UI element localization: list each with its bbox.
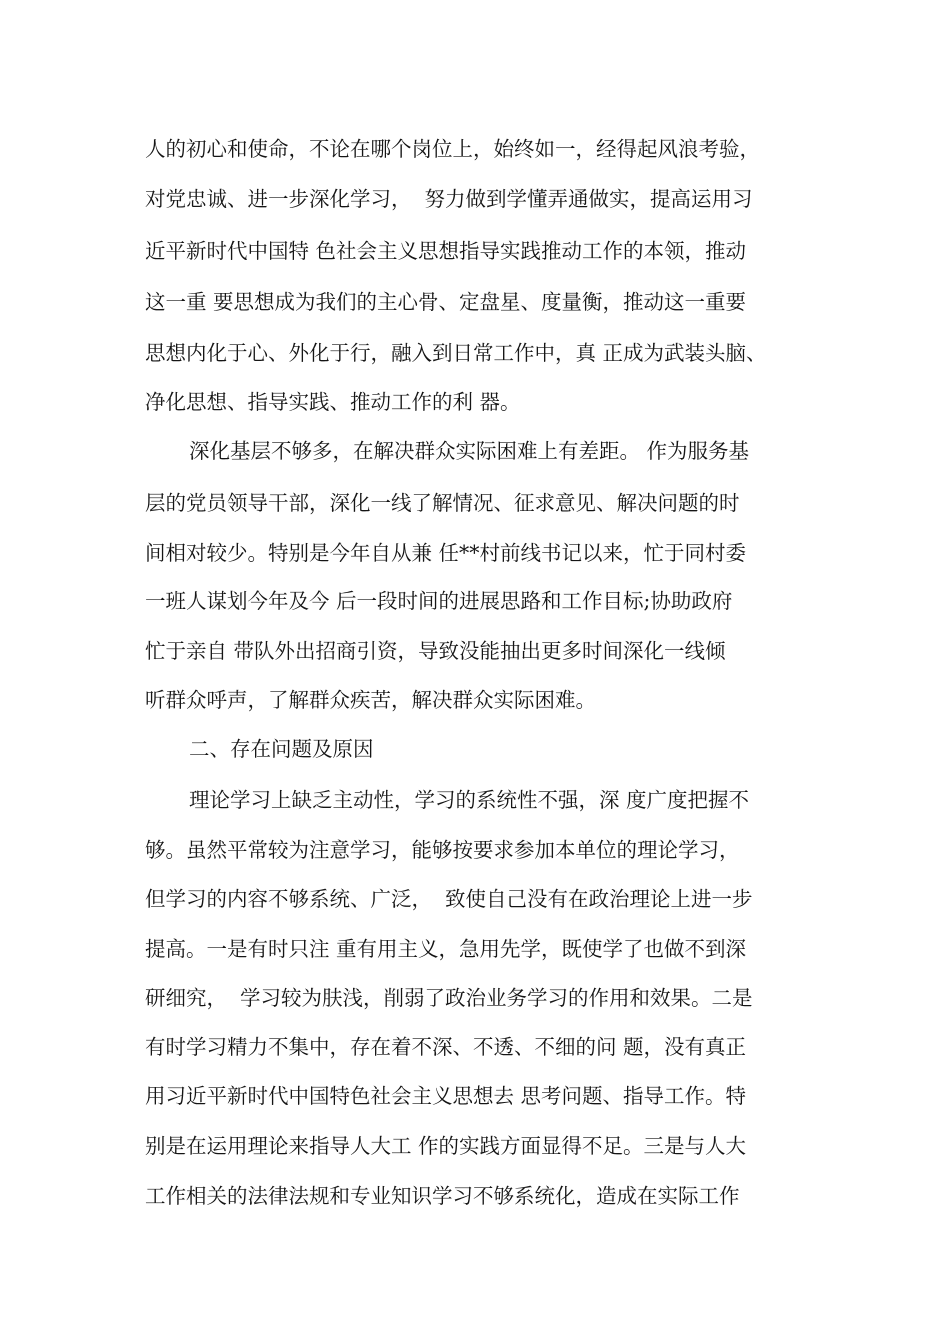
text-line: 对党忠诚、进一步深化学习， 努力做到学懂弄通做实，提高运用习 bbox=[145, 187, 753, 211]
text-line: 净化思想、指导实践、推动工作的利 器。 bbox=[145, 390, 521, 414]
text-line: 一班人谋划今年及今 后一段时间的进展思路和工作目标;协助政府 bbox=[145, 589, 733, 613]
text-line: 间相对较少。特别是今年自从兼 任**村前线书记以来，忙于同村委 bbox=[145, 541, 747, 565]
text-line: 工作相关的法律法规和专业知识学习不够系统化，造成在实际工作 bbox=[145, 1184, 740, 1208]
text-line: 够。虽然平常较为注意学习，能够按要求参加本单位的理论学习， bbox=[145, 838, 740, 862]
text-line: 但学习的内容不够系统、广泛， 致使自己没有在政治理论上进一步 bbox=[145, 887, 753, 911]
text-line: 忙于亲自 带队外出招商引资，导致没能抽出更多时间深化一线倾 bbox=[145, 639, 726, 663]
section-heading: 二、存在问题及原因 bbox=[189, 737, 374, 761]
paragraph-first-line: 理论学习上缺乏主动性，学习的系统性不强，深 度广度把握不 bbox=[189, 788, 750, 812]
text-line: 近平新时代中国特 色社会主义思想指导实践推动工作的本领，推动 bbox=[145, 239, 747, 263]
text-line: 听群众呼声，了解群众疾苦，解决群众实际困难。 bbox=[145, 688, 596, 712]
text-line: 有时学习精力不集中，存在着不深、不透、不细的问 题，没有真正 bbox=[145, 1035, 747, 1059]
text-line: 别是在运用理论来指导人大工 作的实践方面显得不足。三是与人大 bbox=[145, 1134, 747, 1158]
text-line: 人的初心和使命，不论在哪个岗位上，始终如一，经得起风浪考验， bbox=[145, 137, 760, 161]
text-line: 用习近平新时代中国特色社会主义思想去 思考问题、指导工作。特 bbox=[145, 1084, 747, 1108]
text-line: 思想内化于心、外化于行，融入到日常工作中，真 正成为武装头脑、 bbox=[145, 341, 767, 365]
paragraph-first-line: 深化基层不够多，在解决群众实际困难上有差距。 作为服务基 bbox=[189, 439, 750, 463]
text-line: 研细究， 学习较为肤浅，削弱了政治业务学习的作用和效果。二是 bbox=[145, 986, 753, 1010]
text-line: 这一重 要思想成为我们的主心骨、定盘星、度量衡，推动这一重要 bbox=[145, 290, 747, 314]
text-line: 提高。一是有时只注 重有用主义，急用先学，既使学了也做不到深 bbox=[145, 937, 747, 961]
text-line: 层的党员领导干部，深化一线了解情况、征求意见、解决问题的时 bbox=[145, 491, 740, 515]
